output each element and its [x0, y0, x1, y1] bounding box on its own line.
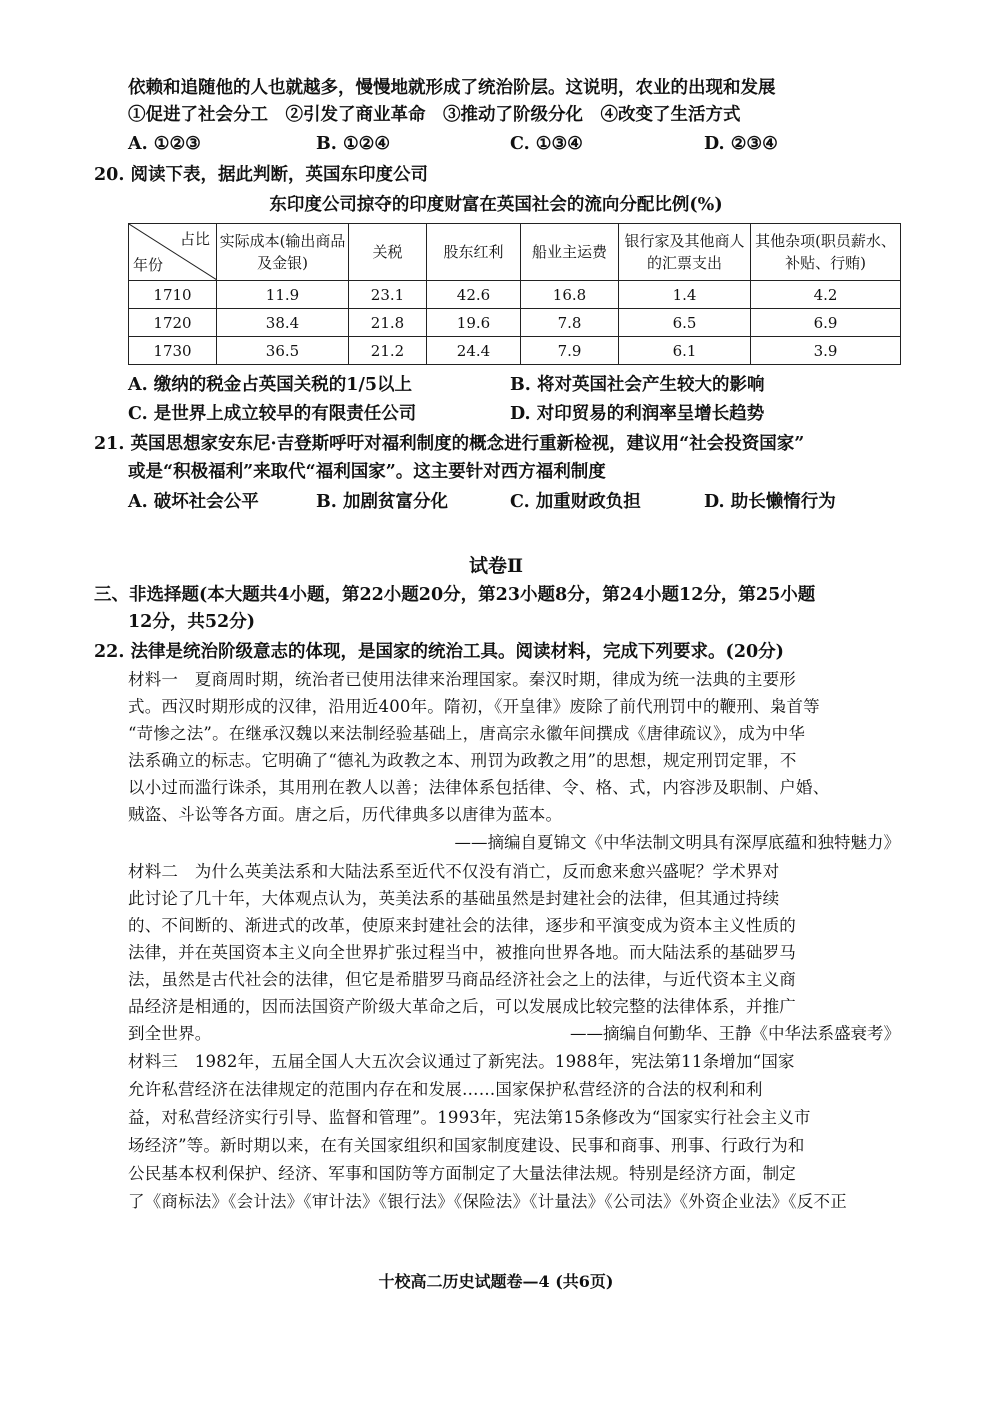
- material-three-line: 允许私营经济在法律规定的范围内存在和发展……国家保护私营经济的合法的权利和利: [128, 1080, 763, 1099]
- material-two-line: 的、不间断的、渐进式的改革，使原来封建社会的法律，逐步和平演变成为资本主义性质的: [128, 916, 796, 935]
- q21-option-d: D. 助长懒惰行为: [704, 492, 836, 512]
- table-cell: 1710: [129, 281, 217, 309]
- table-row: [129, 337, 901, 365]
- q21-option-b: B. 加剧贫富分化: [316, 492, 448, 512]
- q22-stem: 22. 法律是统治阶级意志的体现，是国家的统治工具。阅读材料，完成下列要求。(20分): [94, 642, 784, 662]
- material-two-line: 法，虽然是古代社会的法律，但它是希腊罗马商品经济社会之上的法律，与近代资本主义商: [128, 970, 796, 989]
- table-cell: 21.2: [349, 337, 427, 365]
- column-header: 股东红利: [427, 224, 521, 281]
- q19-statements: ①促进了社会分工 ②引发了商业革命 ③推动了阶级分化 ④改变了生活方式: [128, 105, 741, 125]
- table-cell: 1730: [129, 337, 217, 365]
- table-row: [129, 281, 901, 309]
- material-two-line: 此讨论了几十年，大体观点认为，英美法系的基础虽然是封建社会的法律，但其通过持续: [128, 889, 780, 908]
- material-three-line: 场经济”等。新时期以来，在有关国家组织和国家制度建设、民事和商事、刑事、行政行为和: [128, 1136, 805, 1155]
- material-two-line: 材料二 为什么英美法系和大陆法系至近代不仅没有消亡，反而愈来愈兴盛呢？学术界对: [128, 862, 780, 881]
- material-two-line: 到全世界。: [128, 1024, 212, 1043]
- q20-option-d: D. 对印贸易的利润率呈增长趋势: [510, 404, 765, 424]
- table-corner-cell: [129, 224, 217, 281]
- table-cell: 6.9: [751, 309, 901, 337]
- table-cell: 6.1: [619, 337, 751, 365]
- table-cell: 38.4: [217, 309, 349, 337]
- material-two-line: 品经济是相通的，因而法国资产阶级大革命之后，可以发展成比较完整的法律体系，并推广: [128, 997, 796, 1016]
- q20-option-b: B. 将对英国社会产生较大的影响: [510, 375, 765, 395]
- table-cell: 19.6: [427, 309, 521, 337]
- section-three-heading-line2: 12分，共52分): [128, 612, 255, 632]
- table-cell: 23.1: [349, 281, 427, 309]
- table-cell: 16.8: [521, 281, 619, 309]
- table-cell: 7.9: [521, 337, 619, 365]
- page-footer: 十校高二历史试题卷—4 (共6页): [378, 1272, 614, 1291]
- table-cell: 7.8: [521, 309, 619, 337]
- table-cell: 24.4: [427, 337, 521, 365]
- q20-option-c: C. 是世界上成立较早的有限责任公司: [128, 404, 417, 424]
- corner-label-year: 年份: [133, 256, 164, 274]
- q20-option-a: A. 缴纳的税金占英国关税的1/5以上: [128, 375, 413, 395]
- material-one-line: 式。西汉时期形成的汉律，沿用近400年。隋初，《开皇律》废除了前代刑罚中的鞭刑、枭首等: [128, 697, 820, 716]
- corner-label-ratio: 占比: [179, 230, 210, 248]
- table-cell: 4.2: [751, 281, 901, 309]
- table-row: [129, 309, 901, 337]
- table-cell: 1720: [129, 309, 217, 337]
- q19-option-d: D. ②③④: [704, 134, 778, 154]
- q21-option-a: A. 破坏社会公平: [128, 492, 259, 512]
- q19-option-b: B. ①②④: [316, 134, 391, 154]
- q21-stem-line2: 或是“积极福利”来取代“福利国家”。这主要针对西方福利制度: [128, 462, 606, 482]
- material-one-line: 以小过而滥行诛杀，其用刑在教人以善；法律体系包括律、令、格、式，内容涉及职制、户婚、: [128, 778, 830, 797]
- table-cell: 6.5: [619, 309, 751, 337]
- part-two-title: 试卷Ⅱ: [468, 555, 523, 577]
- table-cell: 11.9: [217, 281, 349, 309]
- material-three-line: 公民基本权利保护、经济、军事和国防等方面制定了大量法律法规。特别是经济方面，制定: [128, 1164, 796, 1183]
- column-header: 实际成本(输出商品及金银): [217, 224, 349, 281]
- column-header: 其他杂项(职员薪水、补贴、行贿): [751, 224, 901, 281]
- material-three-line: 了《商标法》《会计法》《审计法》《银行法》《保险法》《计量法》《公司法》《外资企业法》《反不正: [128, 1192, 847, 1211]
- material-three-line: 材料三 1982年，五届全国人大五次会议通过了新宪法。1988年，宪法第11条增加“国家: [128, 1052, 795, 1071]
- column-header: 关税: [349, 224, 427, 281]
- table-cell: 3.9: [751, 337, 901, 365]
- material-one-source: ——摘编自夏锦文《中华法制文明具有深厚底蕴和独特魅力》: [454, 833, 900, 852]
- q21-stem-line1: 21. 英国思想家安东尼·吉登斯呼吁对福利制度的概念进行重新检视，建议用“社会投资国家”: [94, 434, 805, 454]
- material-two-line: 法律，并在英国资本主义向全世界扩张过程当中，被推向世界各地。而大陆法系的基础罗马: [128, 943, 796, 962]
- material-one-line: 贼盗、斗讼等各方面。唐之后，历代律典多以唐律为蓝本。: [128, 805, 563, 824]
- q19-stem-continuation: 依赖和追随他的人也就越多，慢慢地就形成了统治阶层。这说明，农业的出现和发展: [128, 78, 776, 98]
- q20-stem: 20. 阅读下表，据此判断，英国东印度公司: [94, 165, 429, 185]
- table-cell: 42.6: [427, 281, 521, 309]
- material-one-line: 材料一 夏商周时期，统治者已使用法律来治理国家。秦汉时期，律成为统一法典的主要形: [128, 670, 796, 689]
- material-one-line: “苛惨之法”。在继承汉魏以来法制经验基础上，唐高宗永徽年间撰成《唐律疏议》，成为中华: [128, 724, 806, 743]
- q19-option-a: A. ①②③: [128, 134, 201, 154]
- table-cell: 1.4: [619, 281, 751, 309]
- column-header: 船业主运费: [521, 224, 619, 281]
- section-three-heading-line1: 三、非选择题(本大题共4小题，第22小题20分，第23小题8分，第24小题12分，第25小题: [94, 585, 816, 605]
- material-three-line: 益，对私营经济实行引导、监督和管理”。1993年，宪法第15条修改为“国家实行社会主义市: [128, 1108, 811, 1127]
- material-one-line: 法系确立的标志。它明确了“德礼为政教之本、刑罚为政教之用”的思想，规定刑罚定罪，不: [128, 751, 797, 770]
- material-two-source: ——摘编自何勤华、王静《中华法系盛衰考》: [570, 1024, 900, 1043]
- table-cell: 21.8: [349, 309, 427, 337]
- table-title: 东印度公司掠夺的印度财富在英国社会的流向分配比例(%): [269, 195, 723, 215]
- q19-option-c: C. ①③④: [510, 134, 583, 154]
- column-header: 银行家及其他商人的汇票支出: [619, 224, 751, 281]
- table-cell: 36.5: [217, 337, 349, 365]
- wealth-distribution-table: [128, 223, 901, 365]
- q21-option-c: C. 加重财政负担: [510, 492, 641, 512]
